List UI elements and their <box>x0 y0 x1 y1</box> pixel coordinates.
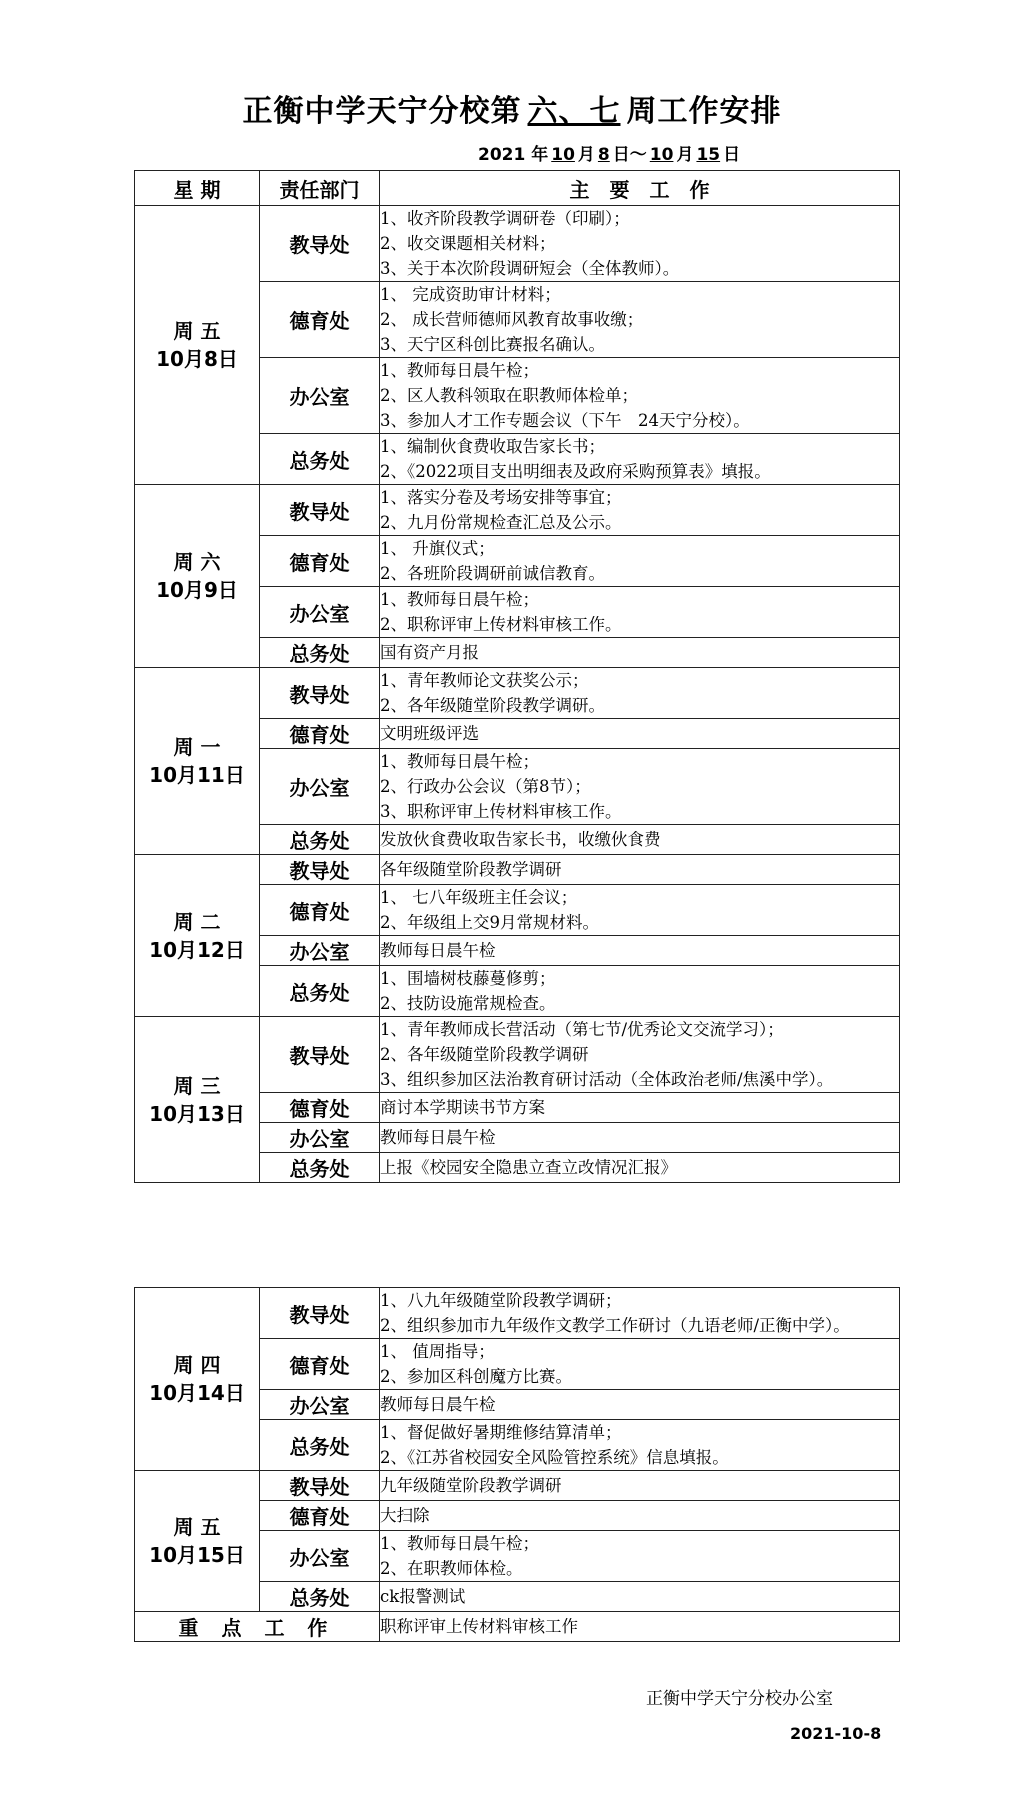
work-item: 发放伙食费收取告家长书，收缴伙食费 <box>380 830 661 849</box>
table-row <box>135 1471 900 1501</box>
dept-cell: 办公室 <box>260 1390 380 1420</box>
day-name: 周 五 <box>173 319 221 343</box>
work-cell <box>380 638 900 668</box>
work-cell <box>380 825 900 855</box>
day-name: 周 六 <box>173 550 221 574</box>
dept-cell: 德育处 <box>260 1501 380 1531</box>
date-year: 2021 <box>478 145 526 165</box>
header-work: 主 要 工 作 <box>380 171 900 206</box>
day-cell <box>135 485 260 668</box>
work-item: 1、落实分卷及考场安排等事宜； <box>380 488 622 507</box>
work-item: 1、 值周指导； <box>380 1342 495 1361</box>
work-cell <box>380 966 900 1017</box>
work-cell <box>380 1471 900 1501</box>
dept-cell: 教导处 <box>260 668 380 719</box>
dept-cell: 办公室 <box>260 936 380 966</box>
day-name: 周 一 <box>173 735 221 759</box>
dept-cell: 德育处 <box>260 536 380 587</box>
date-range <box>478 140 740 165</box>
work-item: 教师每日晨午检 <box>380 1395 496 1414</box>
day-date: 10月15日 <box>149 1543 245 1567</box>
table-row <box>135 485 900 536</box>
work-item: 国有资产月报 <box>380 643 479 662</box>
focus-content: 职称评审上传材料审核工作 <box>380 1612 900 1642</box>
work-item: 2、《江苏省校园安全风险管控系统》信息填报。 <box>380 1448 729 1467</box>
work-cell <box>380 1017 900 1093</box>
table-row <box>135 206 900 282</box>
work-cell <box>380 749 900 825</box>
day-name: 周 四 <box>173 1353 221 1377</box>
work-cell <box>380 1123 900 1153</box>
work-cell <box>380 536 900 587</box>
work-item: 3、天宁区科创比赛报名确认。 <box>380 335 605 354</box>
work-item: 1、 完成资助审计材料； <box>380 285 561 304</box>
work-item: 文明班级评选 <box>380 724 479 743</box>
work-item: 2、参加区科创魔方比赛。 <box>380 1367 572 1386</box>
dept-cell: 教导处 <box>260 1471 380 1501</box>
work-cell <box>380 1390 900 1420</box>
work-item: 1、教师每日晨午检； <box>380 590 539 609</box>
dept-cell: 办公室 <box>260 358 380 434</box>
work-item: 九年级随堂阶段教学调研 <box>380 1476 562 1495</box>
dept-cell: 办公室 <box>260 587 380 638</box>
dept-cell: 总务处 <box>260 825 380 855</box>
work-item: 2、收交课题相关材料； <box>380 234 556 253</box>
work-item: 1、教师每日晨午检； <box>380 752 539 771</box>
work-cell <box>380 1582 900 1612</box>
work-item: 上报《校园安全隐患立查立改情况汇报》 <box>380 1158 677 1177</box>
work-item: 2、技防设施常规检查。 <box>380 994 556 1013</box>
title-weeks: 六、七 <box>527 94 621 129</box>
work-cell <box>380 485 900 536</box>
work-cell <box>380 1288 900 1339</box>
work-item: 2、区人教科领取在职教师体检单； <box>380 386 638 405</box>
dept-cell: 德育处 <box>260 885 380 936</box>
date-start-day: 8 <box>597 145 610 165</box>
work-item: 2、组织参加市九年级作文教学工作研讨（九语老师/正衡中学）。 <box>380 1316 850 1335</box>
header-day: 星 期 <box>135 171 260 206</box>
work-item: 1、青年教师成长营活动（第七节/优秀论文交流学习）； <box>380 1020 784 1039</box>
work-item: 3、组织参加区法治教育研讨活动（全体政治老师/焦溪中学）。 <box>380 1070 834 1089</box>
dept-cell: 德育处 <box>260 1093 380 1123</box>
day-date: 10月12日 <box>149 937 245 962</box>
day-cell <box>135 1471 260 1612</box>
dept-cell: 教导处 <box>260 855 380 885</box>
date-day-label: 日～ <box>612 145 647 165</box>
day-date: 10月11日 <box>149 763 245 787</box>
work-cell <box>380 206 900 282</box>
date-year-label: 年 <box>531 145 549 165</box>
date-end-month: 10 <box>649 145 674 165</box>
work-cell <box>380 1093 900 1123</box>
day-date: 10月14日 <box>149 1381 245 1405</box>
work-item: 1、 七八年级班主任会议； <box>380 888 578 907</box>
schedule-table-2 <box>134 1287 900 1642</box>
work-item: 2、在职教师体检。 <box>380 1559 523 1578</box>
day-name: 周 二 <box>173 909 221 934</box>
date-day-label-2: 日 <box>723 145 741 165</box>
dept-cell: 总务处 <box>260 966 380 1017</box>
work-item: 1、教师每日晨午检； <box>380 361 539 380</box>
work-item: 大扫除 <box>380 1506 430 1525</box>
page-title <box>0 86 1024 130</box>
work-item: 各年级随堂阶段教学调研 <box>380 860 562 879</box>
table-row <box>135 668 900 719</box>
day-cell <box>135 668 260 855</box>
date-month-label: 月 <box>577 145 595 165</box>
work-cell <box>380 434 900 485</box>
day-cell <box>135 1017 260 1183</box>
dept-cell: 办公室 <box>260 1531 380 1582</box>
work-cell <box>380 668 900 719</box>
dept-cell: 教导处 <box>260 1017 380 1093</box>
dept-cell: 总务处 <box>260 638 380 668</box>
table-row <box>135 1288 900 1339</box>
work-cell <box>380 282 900 358</box>
title-prefix: 正衡中学天宁分校第 <box>242 94 522 129</box>
work-item: 2、九月份常规检查汇总及公示。 <box>380 513 622 532</box>
dept-cell: 办公室 <box>260 1123 380 1153</box>
work-item: 1、督促做好暑期维修结算清单； <box>380 1423 622 1442</box>
work-item: 商讨本学期读书节方案 <box>380 1098 545 1117</box>
day-date: 10月13日 <box>149 1101 245 1126</box>
work-cell <box>380 1339 900 1390</box>
dept-cell: 教导处 <box>260 485 380 536</box>
work-item: 2、 成长营师德师风教育故事收缴； <box>380 310 644 329</box>
work-cell <box>380 587 900 638</box>
dept-cell: 总务处 <box>260 1582 380 1612</box>
work-item: 3、关于本次阶段调研短会（全体教师）。 <box>380 259 680 278</box>
dept-cell: 教导处 <box>260 1288 380 1339</box>
work-item: 1、收齐阶段教学调研卷（印刷）； <box>380 209 630 228</box>
dept-cell: 德育处 <box>260 1339 380 1390</box>
focus-label: 重 点 工 作 <box>135 1612 380 1642</box>
work-item: 3、职称评审上传材料审核工作。 <box>380 802 622 821</box>
work-cell <box>380 1531 900 1582</box>
day-date: 10月9日 <box>156 578 238 602</box>
dept-cell: 教导处 <box>260 206 380 282</box>
dept-cell: 总务处 <box>260 434 380 485</box>
work-item: 2、《2022项目支出明细表及政府采购预算表》填报。 <box>380 462 771 481</box>
dept-cell: 德育处 <box>260 719 380 749</box>
header-dept: 责任部门 <box>260 171 380 206</box>
work-cell <box>380 885 900 936</box>
date-end-day: 15 <box>696 145 721 165</box>
work-item: ck报警测试 <box>380 1587 466 1606</box>
signer: 正衡中学天宁分校办公室 <box>646 1689 833 1709</box>
work-item: 1、 升旗仪式； <box>380 539 495 558</box>
day-cell <box>135 1288 260 1471</box>
work-item: 1、围墙树枝藤蔓修剪； <box>380 969 556 988</box>
day-name: 周 三 <box>173 1073 221 1098</box>
date-start-month: 10 <box>551 145 575 165</box>
dept-cell: 总务处 <box>260 1420 380 1471</box>
work-item: 教师每日晨午检 <box>380 1128 496 1147</box>
work-item: 1、教师每日晨午检； <box>380 1534 539 1553</box>
work-item: 教师每日晨午检 <box>380 941 496 960</box>
work-cell <box>380 1153 900 1183</box>
day-name: 周 五 <box>173 1515 221 1539</box>
work-item: 1、八九年级随堂阶段教学调研； <box>380 1291 622 1310</box>
date-month-label-2: 月 <box>676 145 694 165</box>
day-cell <box>135 206 260 485</box>
work-cell <box>380 719 900 749</box>
work-item: 1、青年教师论文获奖公示； <box>380 671 589 690</box>
work-item: 2、各年级随堂阶段教学调研 <box>380 1045 589 1064</box>
dept-cell: 办公室 <box>260 749 380 825</box>
work-item: 2、各班阶段调研前诚信教育。 <box>380 564 605 583</box>
work-item: 1、编制伙食费收取告家长书； <box>380 437 605 456</box>
work-cell <box>380 358 900 434</box>
sign-date: 2021-10-8 <box>790 1724 882 1743</box>
day-cell <box>135 855 260 1017</box>
dept-cell: 总务处 <box>260 1153 380 1183</box>
table-row <box>135 855 900 885</box>
work-item: 2、年级组上交9月常规材料。 <box>380 913 599 932</box>
schedule-table-1 <box>134 170 900 1183</box>
header-row <box>135 171 900 206</box>
work-cell <box>380 855 900 885</box>
work-item: 2、职称评审上传材料审核工作。 <box>380 615 622 634</box>
work-item: 2、各年级随堂阶段教学调研。 <box>380 696 605 715</box>
title-suffix: 周工作安排 <box>626 94 782 129</box>
work-cell <box>380 1420 900 1471</box>
dept-cell: 德育处 <box>260 282 380 358</box>
focus-row <box>135 1612 900 1642</box>
day-date: 10月8日 <box>156 347 238 371</box>
table-row <box>135 1017 900 1093</box>
work-cell <box>380 1501 900 1531</box>
work-cell <box>380 936 900 966</box>
work-item: 3、参加人才工作专题会议（下午 24天宁分校）。 <box>380 411 750 430</box>
work-item: 2、行政办公会议（第8节）； <box>380 777 591 796</box>
